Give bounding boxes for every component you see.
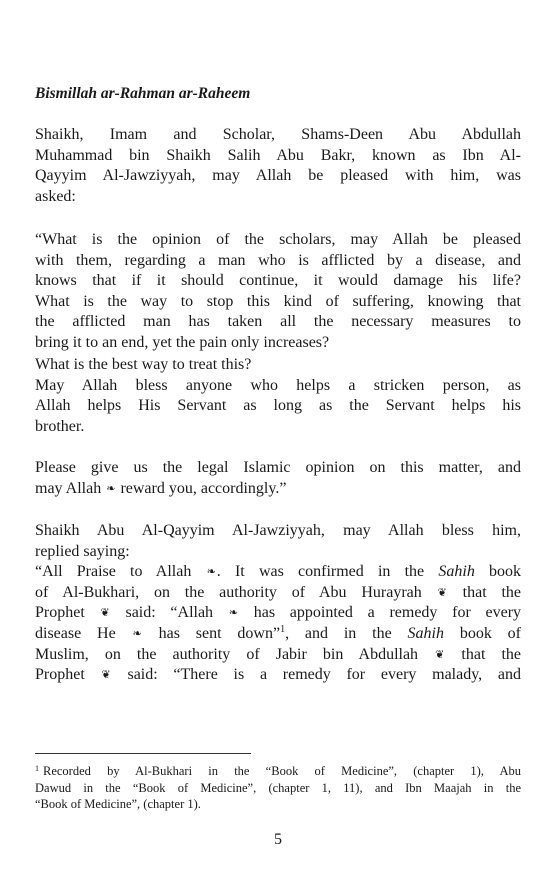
text-span: that the: [461, 645, 522, 663]
text-span: . It was confirmed in the: [216, 563, 425, 581]
text-line: Please give us the legal Islamic opinion on this matter, and: [35, 459, 521, 476]
text-span: has appointed a remedy for every: [253, 604, 522, 622]
honorific-swt-icon: ❧: [106, 481, 116, 495]
text-line: [35, 624, 521, 645]
text-span: that the: [462, 583, 522, 601]
text-line: “What is the opinion of the scholars, may Allah be pleased: [35, 231, 521, 248]
footnote-marker: 1: [35, 764, 39, 773]
text-span: , and in the: [285, 624, 392, 642]
text-span: disease He: [35, 624, 116, 642]
honorific-swt-icon: ❧: [206, 565, 216, 579]
text-line: with them, regarding a man who is afflicted by a disease, and: [35, 251, 521, 269]
text-line: May Allah bless anyone who helps a stricken person, as: [35, 376, 521, 394]
footnote-line: “Book of Medicine”, (chapter 1).: [35, 797, 201, 811]
text-line: What is the way to stop this kind of suffering, knowing that: [35, 292, 521, 310]
text-span: said: “There is a remedy for every malady, and: [127, 666, 522, 684]
page-number: 5: [274, 831, 282, 848]
text-line: Qayyim Al-Jawziyyah, may Allah be pleased with him, was: [35, 167, 521, 185]
text-span: book of: [459, 624, 521, 642]
text-span: Prophet: [35, 604, 85, 622]
text-span: of Al-Bukhari, on the authority of Abu Hurayrah: [35, 583, 422, 601]
text-line: brother.: [35, 417, 85, 435]
honorific-ra-icon: ❦: [435, 647, 445, 661]
text-span: has sent down”: [158, 624, 281, 642]
text-line: Shaikh Abu Al-Qayyim Al-Jawziyyah, may Allah bless him,: [35, 522, 521, 539]
honorific-saw-icon: ❦: [100, 606, 110, 620]
honorific-swt-icon: ❧: [132, 626, 142, 640]
basmala-heading: Bismillah ar-Rahman ar-Raheem: [35, 85, 251, 102]
text-span: said: “Allah: [125, 604, 214, 622]
text-line: [35, 562, 521, 583]
text-span: Recorded by Al-Bukhari in the “Book of Medicine”, (chapter 1), Abu: [43, 764, 521, 778]
question-intro-paragraph: [35, 125, 521, 207]
text-line: [35, 645, 521, 666]
text-line: [35, 665, 521, 686]
text-line: knows that if it should continue, it would damage his life?: [35, 272, 521, 290]
text-line: What is the best way to treat this?: [35, 356, 252, 373]
text-line: [35, 479, 521, 500]
footnote: [35, 763, 521, 813]
book-page: [35, 0, 521, 876]
honorific-swt-icon: ❧: [228, 606, 239, 620]
text-span: may Allah: [35, 479, 102, 497]
footnote-line: [35, 763, 521, 780]
text-span: Muslim, on the authority of Jabir bin Abdullah: [35, 645, 419, 663]
text-line: bring it to an end, yet the pain only increases?: [35, 333, 330, 351]
book-title: Sahih: [438, 563, 475, 581]
text-line: Allah helps His Servant as long as the Servant helps his: [35, 397, 521, 415]
text-line: [35, 603, 521, 624]
text-span: Prophet: [35, 666, 85, 684]
text-line: asked:: [35, 187, 76, 205]
text-line: replied saying:: [35, 542, 130, 560]
honorific-saw-icon: ❦: [101, 668, 111, 682]
text-line: the afflicted man has taken all the necessary measures to: [35, 313, 521, 331]
footnote-line: Dawud in the “Book of Medicine”, (chapter 1, 11), and Ibn Maajah in the: [35, 780, 521, 795]
request-paragraph: [35, 458, 521, 499]
text-span: “All Praise to Allah: [35, 563, 192, 581]
text-span: reward you, accordingly.”: [120, 479, 287, 497]
text-span: book: [489, 563, 522, 581]
honorific-ra-icon: ❦: [437, 585, 447, 599]
footnote-divider: [35, 753, 251, 754]
footnote-reference[interactable]: 1: [280, 623, 286, 635]
book-title: Sahih: [407, 624, 444, 642]
text-line: Muhammad bin Shaikh Salih Abu Bakr, known as Ibn Al-: [35, 146, 521, 164]
text-line: [35, 583, 521, 604]
question-continuation-paragraph: [35, 355, 521, 437]
text-line: Shaikh, Imam and Scholar, Shams-Deen Abu Abdullah: [35, 126, 521, 143]
question-body-paragraph: [35, 230, 521, 354]
answer-paragraph: [35, 521, 521, 686]
